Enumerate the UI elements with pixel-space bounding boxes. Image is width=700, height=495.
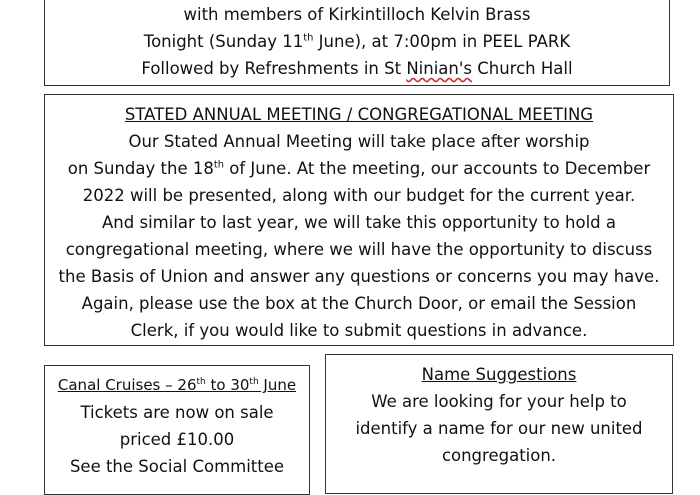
concert-date-suffix: th: [303, 32, 314, 44]
canal-date-suffix: th: [249, 377, 259, 387]
name-suggestions-line: identify a name for our new united: [355, 419, 643, 438]
canal-line: Tickets are now on sale: [80, 403, 274, 422]
concert-place-text: June), at 7:00pm in PEEL PARK: [313, 32, 571, 51]
concert-notice-line: with members of Kirkintilloch Kelvin Brass: [183, 5, 531, 24]
spellcheck-word: Ninian's: [406, 59, 472, 78]
meeting-date-text: on Sunday the 18: [67, 159, 214, 178]
meeting-date-line: [45, 155, 673, 182]
meeting-line: 2022 will be presented, along with our budget for the current year.: [82, 186, 636, 205]
canal-heading-mid: to 30: [205, 376, 250, 394]
meeting-line: congregational meeting, where we will have the opportunity to discuss: [65, 240, 653, 259]
meeting-line: And similar to last year, we will take this opportunity to hold a: [102, 213, 616, 232]
meeting-accounts-text: of June. At the meeting, our accounts to December: [224, 159, 651, 178]
canal-line: See the Social Committee: [69, 457, 285, 476]
concert-notice-box: [44, 0, 670, 86]
meeting-line: Clerk, if you would like to submit questions in advance.: [130, 321, 588, 340]
refreshments-hall-text: Church Hall: [471, 59, 573, 78]
refreshments-text: Followed by Refreshments in St: [141, 59, 407, 78]
concert-time-text: Tonight (Sunday 11: [143, 32, 304, 51]
refreshments-line: [45, 55, 669, 82]
canal-cruises-heading: [45, 372, 309, 399]
concert-time-line: [45, 28, 669, 55]
name-suggestions-line: congregation.: [441, 446, 557, 465]
canal-date-suffix: th: [196, 377, 206, 387]
name-suggestions-line: We are looking for your help to: [371, 392, 627, 411]
meeting-line: the Basis of Union and answer any questions or concerns you may have.: [58, 267, 660, 286]
meeting-line: Our Stated Annual Meeting will take place after worship: [128, 132, 590, 151]
name-suggestions-box: [325, 354, 673, 494]
meeting-date-suffix: th: [213, 159, 224, 171]
meeting-line: Again, please use the box at the Church Door, or email the Session: [81, 294, 637, 313]
name-suggestions-heading: Name Suggestions: [421, 365, 577, 384]
annual-meeting-box: [44, 94, 674, 346]
canal-price-line: priced £10.00: [119, 430, 235, 449]
canal-heading-text: Canal Cruises – 26: [57, 376, 197, 394]
canal-heading-month: June: [258, 376, 297, 394]
annual-meeting-heading: STATED ANNUAL MEETING / CONGREGATIONAL MEETING: [124, 105, 594, 124]
